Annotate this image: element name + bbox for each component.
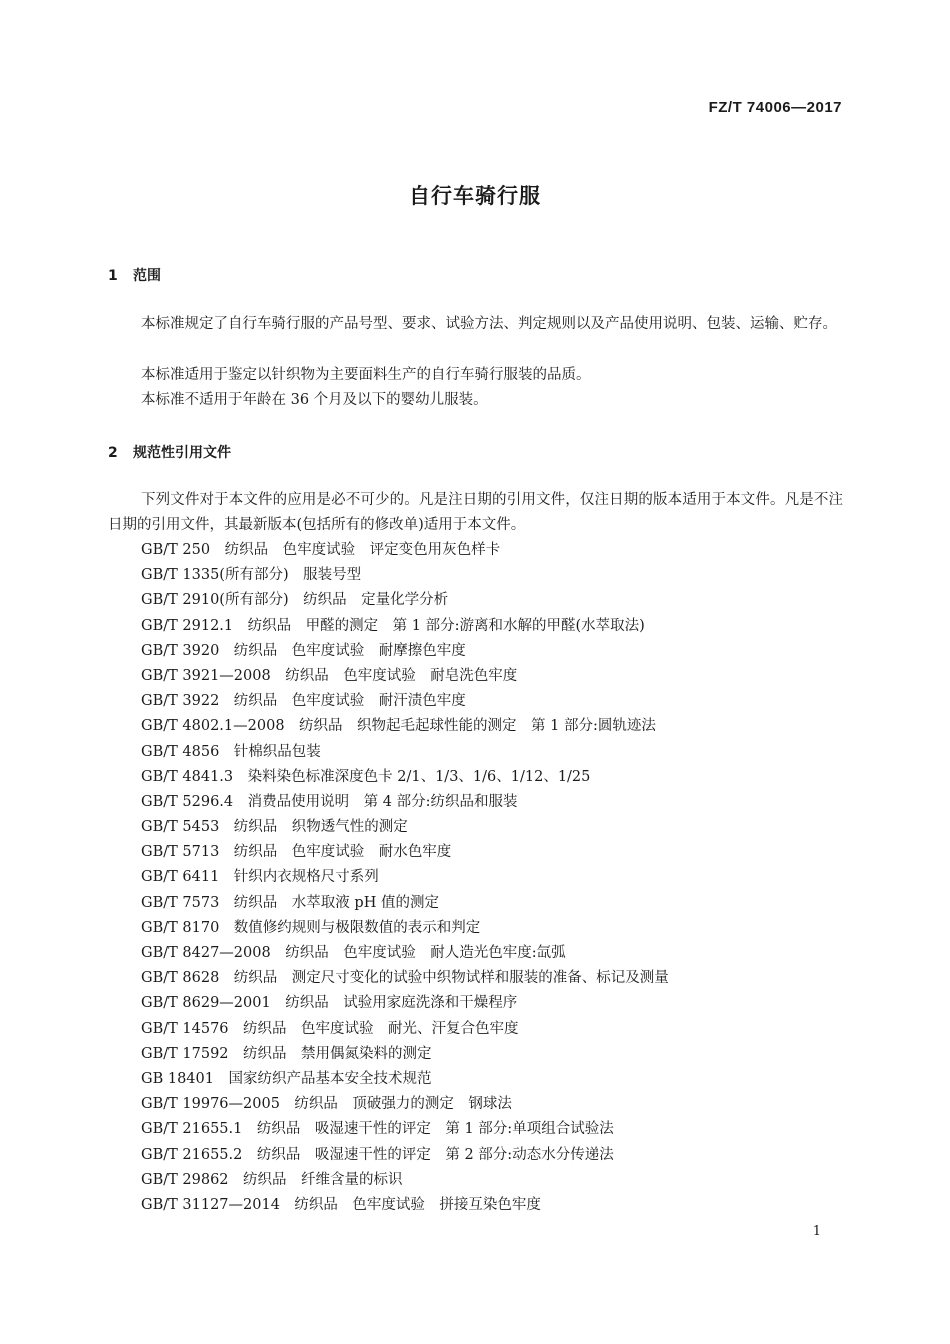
reference-item: GB/T 21655.1 纺织品 吸湿速干性的评定 第 1 部分:单项组合试验法 (141, 1121, 614, 1138)
reference-item: GB/T 5453 纺织品 织物透气性的测定 (141, 819, 408, 836)
reference-item: GB/T 3920 纺织品 色牢度试验 耐摩擦色牢度 (141, 642, 466, 659)
section-title: 范围 (133, 268, 161, 284)
reference-item: GB/T 19976—2005 纺织品 顶破强力的测定 钢球法 (141, 1096, 512, 1113)
reference-item: GB/T 4841.3 染料染色标准深度色卡 2/1、1/3、1/6、1/12、1/25 (141, 768, 591, 785)
section-number: 2 (108, 445, 118, 461)
section-title: 规范性引用文件 (133, 445, 231, 461)
reference-list (141, 540, 669, 1220)
page-number: 1 (812, 1224, 821, 1239)
reference-item: GB/T 2912.1 纺织品 甲醛的测定 第 1 部分:游离和水解的甲醛(水萃取法) (141, 617, 645, 634)
reference-item: GB/T 17592 纺织品 禁用偶氮染料的测定 (141, 1045, 432, 1062)
section-2-heading (108, 442, 231, 462)
reference-item: GB/T 8427—2008 纺织品 色牢度试验 耐人造光色牢度:氙弧 (141, 945, 566, 961)
reference-item: GB/T 8628 纺织品 测定尺寸变化的试验中织物试样和服装的准备、标记及测量 (141, 970, 669, 987)
reference-item: GB/T 5296.4 消费品使用说明 第 4 部分:纺织品和服装 (141, 793, 518, 810)
paragraph: 下列文件对于本文件的应用是必不可少的。凡是注日期的引用文件，仅注日期的版本适用于本文件。凡是不注日期的引用文件，其最新版本(包括所有的修改单)适用于本文件。 (108, 492, 843, 533)
reference-item: GB/T 14576 纺织品 色牢度试验 耐光、汗复合色牢度 (141, 1020, 519, 1037)
paragraph: 本标准适用于鉴定以针织物为主要面料生产的自行车骑行服装的品质。 (141, 367, 591, 383)
document-title: 自行车骑行服 (409, 184, 541, 208)
reference-item: GB/T 8170 数值修约规则与极限数值的表示和判定 (141, 919, 481, 936)
paragraph: 本标准不适用于年龄在 36 个月及以下的婴幼儿服装。 (141, 392, 488, 408)
reference-item: GB 18401 国家纺织产品基本安全技术规范 (141, 1070, 432, 1087)
reference-item: GB/T 5713 纺织品 色牢度试验 耐水色牢度 (141, 844, 452, 861)
reference-item: GB/T 4856 针棉织品包装 (141, 743, 321, 760)
standard-code: FZ/T 74006—2017 (708, 99, 842, 116)
section-1-heading (108, 265, 161, 285)
reference-item: GB/T 3922 纺织品 色牢度试验 耐汗渍色牢度 (141, 693, 466, 710)
paragraph: 本标准规定了自行车骑行服的产品号型、要求、试验方法、判定规则以及产品使用说明、包装、运输、贮存。 (141, 316, 837, 332)
reference-item: GB/T 8629—2001 纺织品 试验用家庭洗涤和干燥程序 (141, 995, 518, 1012)
reference-item: GB/T 21655.2 纺织品 吸湿速干性的评定 第 2 部分:动态水分传递法 (141, 1146, 614, 1163)
reference-item: GB/T 29862 纺织品 纤维含量的标识 (141, 1171, 403, 1188)
reference-item: GB/T 7573 纺织品 水萃取液 pH 值的测定 (141, 894, 439, 911)
reference-item: GB/T 31127—2014 纺织品 色牢度试验 拼接互染色牢度 (141, 1196, 541, 1213)
section-number: 1 (108, 268, 118, 284)
reference-item: GB/T 1335(所有部分) 服装号型 (141, 567, 362, 584)
reference-item: GB/T 2910(所有部分) 纺织品 定量化学分析 (141, 592, 449, 609)
reference-item: GB/T 4802.1—2008 纺织品 织物起毛起球性能的测定 第 1 部分:圆轨迹法 (141, 718, 656, 735)
reference-item: GB/T 250 纺织品 色牢度试验 评定变色用灰色样卡 (141, 542, 501, 558)
reference-item: GB/T 6411 针织内衣规格尺寸系列 (141, 869, 379, 886)
reference-item: GB/T 3921—2008 纺织品 色牢度试验 耐皂洗色牢度 (141, 667, 518, 684)
